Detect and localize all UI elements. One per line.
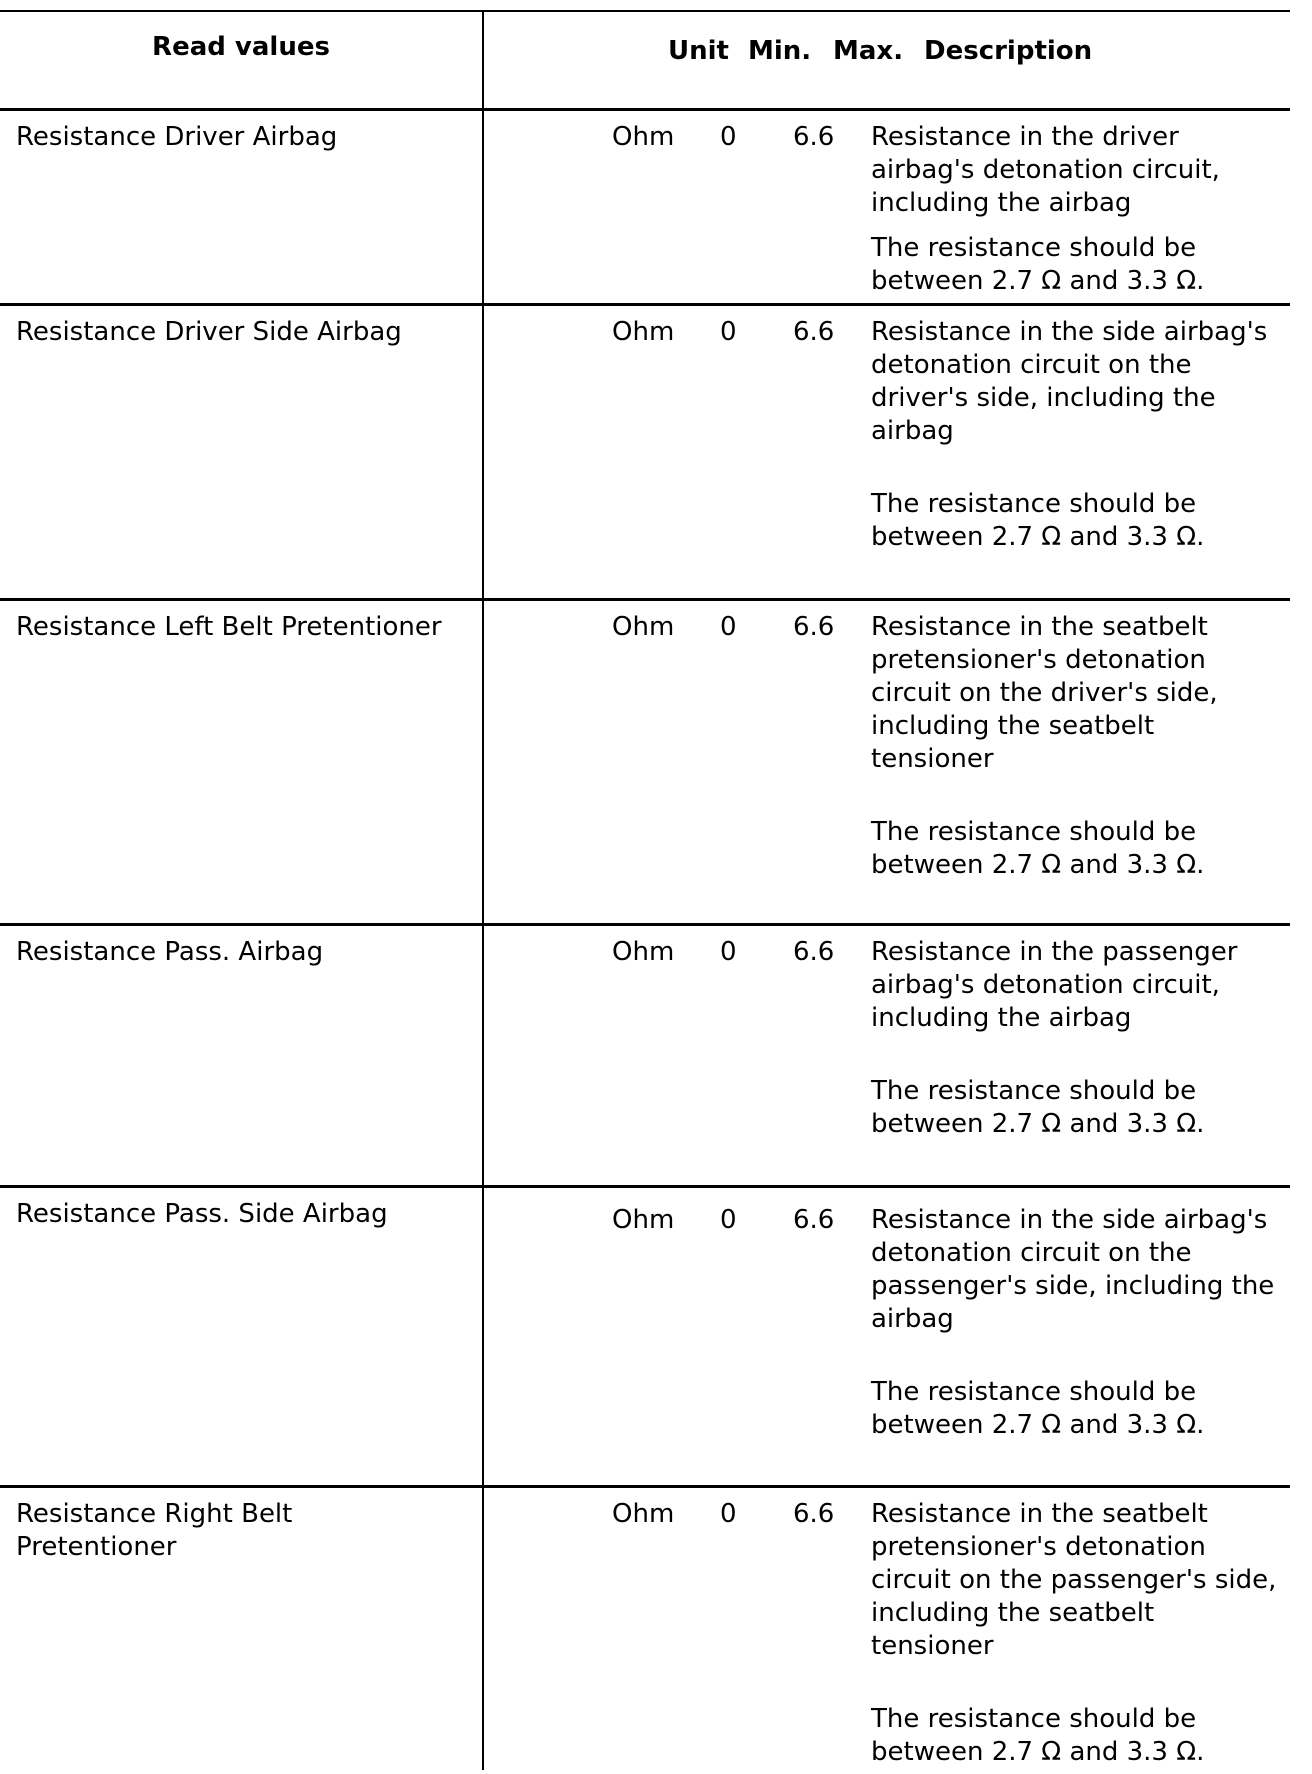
table-row xyxy=(0,923,1290,1185)
read-value-name: Resistance Driver Airbag xyxy=(16,122,338,152)
table-row xyxy=(0,108,1290,303)
min-value: 0 xyxy=(720,317,737,347)
header-read-values: Read values xyxy=(152,32,330,62)
description xyxy=(871,121,1281,298)
max-value: 6.6 xyxy=(793,122,835,152)
description-text: Resistance in the driver airbag's detonation circuit, including the airbag xyxy=(871,122,1220,218)
max-value: 6.6 xyxy=(793,612,835,642)
description-note: The resistance should be between 2.7 Ω and 3.3 Ω. xyxy=(871,233,1205,296)
header-max: Max. xyxy=(833,36,904,66)
description-note: The resistance should be between 2.7 Ω and 3.3 Ω. xyxy=(871,1377,1205,1440)
unit-value: Ohm xyxy=(612,937,675,967)
max-value: 6.6 xyxy=(793,937,835,967)
read-values-table xyxy=(0,10,1290,1774)
description xyxy=(871,1204,1281,1442)
max-value: 6.6 xyxy=(793,1205,835,1235)
header-description: Description xyxy=(924,36,1093,66)
unit-value: Ohm xyxy=(612,1205,675,1235)
description-text: Resistance in the seatbelt pretensioner's detonation circuit on the driver's side, including the seatbelt tensioner xyxy=(871,612,1218,774)
description-text: Resistance in the side airbag's detonation circuit on the driver's side, including the airbag xyxy=(871,317,1268,446)
description-note: The resistance should be between 2.7 Ω and 3.3 Ω. xyxy=(871,1076,1205,1139)
min-value: 0 xyxy=(720,937,737,967)
table-row xyxy=(0,1185,1290,1485)
description-note: The resistance should be between 2.7 Ω and 3.3 Ω. xyxy=(871,817,1205,880)
description-text: Resistance in the passenger airbag's detonation circuit, including the airbag xyxy=(871,937,1238,1033)
header-min: Min. xyxy=(748,36,812,66)
read-value-name: Resistance Pass. Airbag xyxy=(16,937,324,967)
read-value-name: Resistance Driver Side Airbag xyxy=(16,317,402,347)
unit-value: Ohm xyxy=(612,1499,675,1529)
min-value: 0 xyxy=(720,1205,737,1235)
table-row xyxy=(0,598,1290,923)
unit-value: Ohm xyxy=(612,122,675,152)
description-note: The resistance should be between 2.7 Ω and 3.3 Ω. xyxy=(871,489,1205,552)
unit-value: Ohm xyxy=(612,612,675,642)
description xyxy=(871,1498,1281,1769)
min-value: 0 xyxy=(720,612,737,642)
header-unit: Unit xyxy=(668,36,729,66)
description xyxy=(871,316,1281,554)
read-value-name: Resistance Pass. Side Airbag xyxy=(16,1199,388,1229)
max-value: 6.6 xyxy=(793,1499,835,1529)
min-value: 0 xyxy=(720,1499,737,1529)
description-note: The resistance should be between 2.7 Ω and 3.3 Ω. xyxy=(871,1704,1205,1767)
table-row xyxy=(0,303,1290,598)
description xyxy=(871,936,1281,1141)
table-header xyxy=(0,12,1290,108)
description xyxy=(871,611,1281,882)
table-row xyxy=(0,1485,1290,1770)
max-value: 6.6 xyxy=(793,317,835,347)
description-text: Resistance in the seatbelt pretensioner's detonation circuit on the passenger's side, including the seatbelt tensioner xyxy=(871,1499,1277,1661)
unit-value: Ohm xyxy=(612,317,675,347)
read-value-name: Resistance Right Belt Pretentioner xyxy=(16,1499,293,1562)
description-text: Resistance in the side airbag's detonation circuit on the passenger's side, including the airbag xyxy=(871,1205,1275,1334)
min-value: 0 xyxy=(720,122,737,152)
read-value-name: Resistance Left Belt Pretentioner xyxy=(16,612,442,642)
